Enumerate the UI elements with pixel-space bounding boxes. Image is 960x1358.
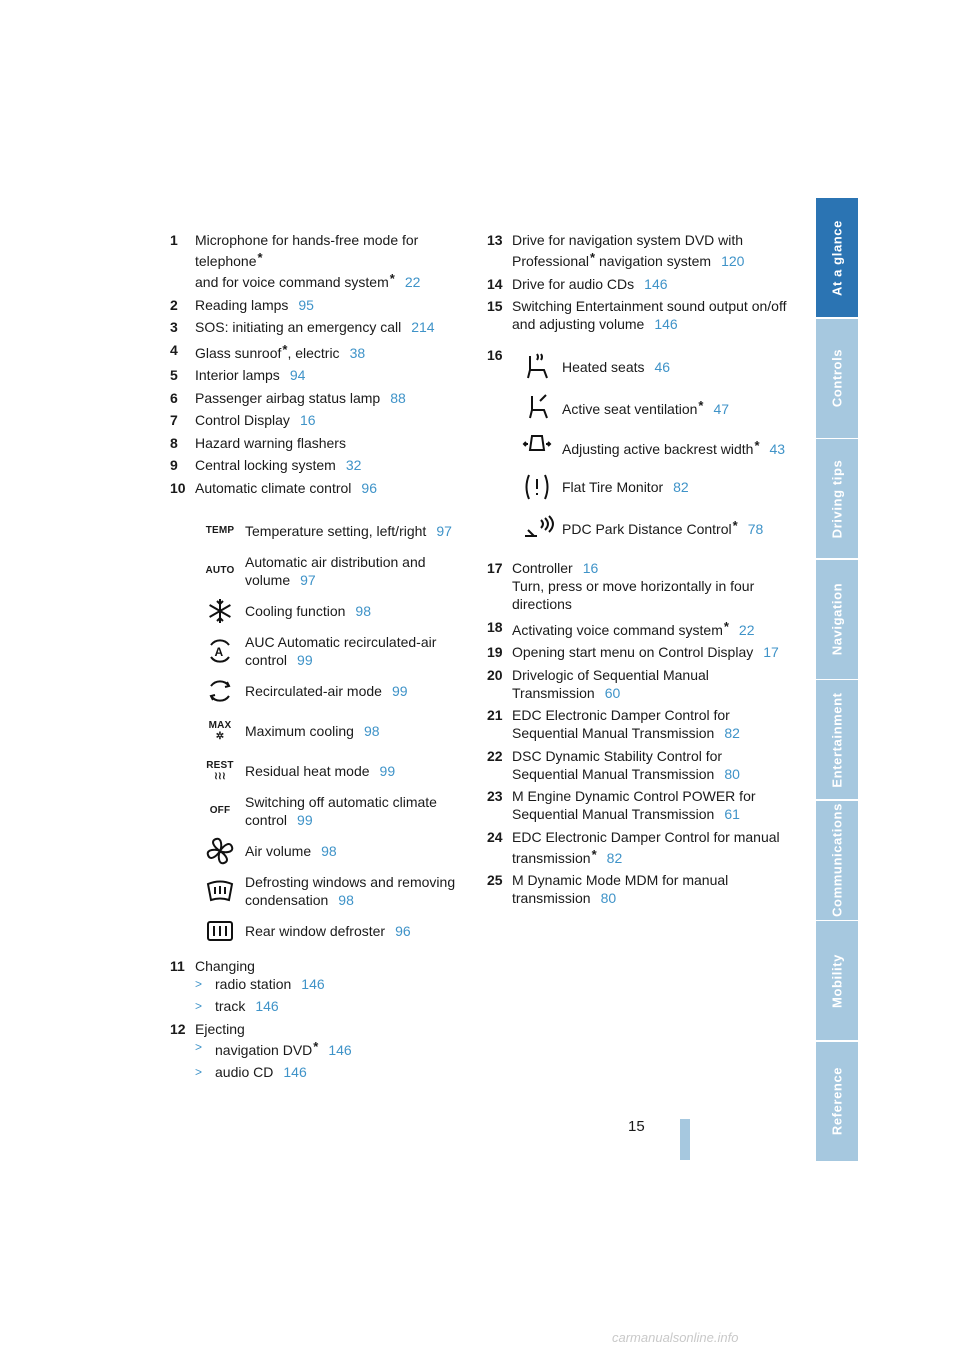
- sidebar-tab-label: Navigation: [829, 582, 845, 656]
- page-link[interactable]: 98: [363, 722, 380, 739]
- page-link[interactable]: 78: [747, 520, 764, 537]
- sidebar-tab-label: Mobility: [829, 953, 845, 1008]
- climate-control-row: [195, 791, 470, 831]
- auc-icon: [195, 634, 245, 668]
- list-item: [170, 456, 470, 474]
- asterisk-mark: *: [313, 1038, 319, 1054]
- item-number: 19: [487, 644, 503, 660]
- item-number: 14: [487, 275, 503, 292]
- page-link[interactable]: 80: [724, 765, 740, 782]
- icon-label: AUTO: [205, 565, 235, 576]
- climate-control-row: [195, 671, 470, 711]
- control-text: Flat Tire Monitor: [562, 479, 664, 495]
- item-number: 6: [170, 389, 178, 406]
- sidebar-tab-label: Controls: [829, 348, 845, 408]
- flat-tire-icon: [512, 470, 562, 504]
- item-number: 7: [170, 412, 178, 428]
- item-text: Interior lamps: [195, 367, 280, 383]
- item-text: Automatic climate control: [195, 479, 352, 496]
- page-link[interactable]: 82: [606, 849, 623, 866]
- page-link[interactable]: 146: [283, 1064, 307, 1080]
- list-item: [487, 828, 787, 867]
- item-text: Switching Entertainment sound output on/off and adjusting volume: [512, 298, 787, 332]
- item-number: 2: [170, 296, 178, 313]
- page-link[interactable]: 146: [255, 998, 279, 1014]
- asterisk-mark: *: [389, 271, 395, 286]
- list-item: [170, 231, 470, 291]
- sidebar-tab-mobility[interactable]: [816, 921, 858, 1040]
- page-link[interactable]: 97: [300, 571, 316, 588]
- item-text: and for voice command system: [195, 274, 389, 290]
- list-item: [487, 643, 787, 661]
- control-description: [245, 873, 470, 909]
- item-text: Controller: [512, 560, 573, 576]
- page-link[interactable]: 214: [411, 319, 435, 335]
- control-description: [562, 517, 787, 538]
- snowflake-icon: ✲: [215, 730, 225, 742]
- watermark: carmanualsonline.info: [612, 1330, 739, 1345]
- page-link[interactable]: 32: [345, 457, 362, 473]
- climate-control-row: [195, 591, 470, 631]
- svg-text:A: A: [214, 644, 224, 659]
- item-number: 1: [170, 232, 178, 248]
- item-number: 5: [170, 367, 178, 383]
- page-link[interactable]: 17: [763, 644, 779, 660]
- climate-control-row: [195, 911, 470, 951]
- asterisk-mark: *: [591, 846, 597, 862]
- list-item: [170, 366, 470, 384]
- climate-control-row: [195, 871, 470, 911]
- sidebar-tab-label: Communications: [829, 803, 845, 917]
- sub-text: radio station: [215, 975, 292, 992]
- sub-text: track: [215, 998, 246, 1014]
- sidebar-tab-label: Driving tips: [829, 459, 845, 538]
- page-link[interactable]: 146: [654, 316, 678, 332]
- control-text: AUC Automatic recirculated-air control: [245, 633, 437, 668]
- seat-control-row: [512, 507, 787, 547]
- page-link[interactable]: 146: [328, 1041, 352, 1058]
- list-item: [487, 297, 787, 333]
- sidebar-tab-at-a-glance[interactable]: [816, 198, 858, 317]
- control-description: [562, 478, 787, 496]
- sidebar-tab-communications[interactable]: [816, 801, 858, 920]
- seat-control-row: [512, 347, 787, 387]
- page-link[interactable]: 98: [338, 891, 354, 908]
- item-number: 18: [487, 618, 503, 635]
- page-link[interactable]: 22: [738, 621, 755, 638]
- arrow-bullet: >: [195, 1039, 203, 1054]
- list-item: [170, 296, 470, 314]
- icon-label: REST ≀≀≀: [206, 759, 234, 782]
- page-link[interactable]: 22: [404, 274, 421, 290]
- rear-defrost-icon: [195, 914, 245, 948]
- page-link[interactable]: 99: [297, 811, 313, 828]
- control-description: [562, 437, 787, 458]
- control-description: [245, 842, 470, 860]
- control-text: Active seat ventilation: [562, 400, 698, 417]
- item-text: EDC Electronic Damper Control for manual transmission: [512, 828, 780, 866]
- item-number: 13: [487, 232, 503, 248]
- item-text: Drive for navigation system DVD with Professional: [512, 232, 744, 269]
- list-item: [487, 275, 787, 293]
- item-number: 20: [487, 666, 503, 683]
- asterisk-mark: *: [590, 250, 596, 265]
- heated-seat-icon: [512, 350, 562, 384]
- control-text: Recirculated-air mode: [245, 682, 382, 699]
- list-item: [487, 871, 787, 907]
- sidebar-tab-label: At a glance: [829, 219, 845, 296]
- sidebar-tab-label: Entertainment: [829, 691, 845, 788]
- seat-control-row: [512, 427, 787, 467]
- list-item: [170, 389, 470, 407]
- item-text: Control Display: [195, 412, 290, 428]
- item-number: 25: [487, 872, 503, 888]
- page-link[interactable]: 46: [654, 359, 671, 375]
- item-text: SOS: initiating an emergency call: [195, 319, 402, 335]
- item-number: 11: [170, 957, 185, 974]
- climate-control-row: [195, 831, 470, 871]
- item-text: DSC Dynamic Stability Control for Sequential Manual Transmission: [512, 747, 723, 782]
- sub-item: [170, 1038, 470, 1059]
- heat-waves-icon: ≀≀≀: [214, 770, 226, 782]
- off-button-icon: [195, 805, 245, 816]
- item-number: 17: [487, 560, 503, 576]
- control-description: [245, 522, 470, 540]
- asterisk-mark: *: [723, 618, 729, 634]
- page-link[interactable]: 120: [721, 253, 745, 269]
- control-text: Heated seats: [562, 359, 645, 375]
- item-text: Changing: [195, 957, 255, 974]
- seat-control-row: [512, 387, 787, 427]
- icon-label: TEMP: [205, 525, 235, 536]
- list-item: [487, 559, 787, 613]
- control-description: [245, 722, 470, 740]
- climate-control-row: [195, 551, 470, 591]
- control-text: Residual heat mode: [245, 762, 370, 779]
- list-item: [487, 706, 787, 742]
- climate-control-row: [195, 711, 470, 751]
- seat-control-row: [512, 467, 787, 507]
- sub-text: audio CD: [215, 1064, 274, 1080]
- list-item: [170, 479, 470, 497]
- control-description: [562, 397, 787, 418]
- control-text: Defrosting windows and removing condensation: [245, 873, 456, 908]
- arrow-bullet: >: [195, 976, 203, 991]
- item-text: Reading lamps: [195, 296, 289, 313]
- item-text: Turn, press or move horizontally in four directions: [512, 578, 755, 612]
- control-description: [245, 553, 470, 589]
- auto-button-icon: [195, 565, 245, 576]
- page-link[interactable]: 97: [436, 522, 452, 539]
- page-link[interactable]: 60: [604, 684, 621, 701]
- arrow-bullet: >: [195, 1065, 203, 1079]
- asterisk-mark: *: [257, 250, 263, 265]
- list-item: [170, 434, 470, 452]
- max-button-icon: [195, 720, 245, 742]
- item-text: Hazard warning flashers: [195, 434, 346, 451]
- recirculate-icon: [195, 674, 245, 708]
- item-number: 10: [170, 479, 186, 496]
- item-number: 22: [487, 747, 503, 764]
- item-number: 3: [170, 319, 178, 335]
- icon-label: OFF: [209, 805, 231, 816]
- control-text: Cooling function: [245, 602, 346, 619]
- climate-controls-table: [195, 511, 470, 951]
- snowflake-icon: [195, 594, 245, 628]
- control-description: [562, 358, 787, 376]
- item-text: Opening start menu on Control Display: [512, 644, 754, 660]
- item-number: 24: [487, 828, 503, 845]
- page-link[interactable]: 94: [289, 367, 306, 383]
- temp-button-icon: [195, 525, 245, 536]
- item-number: 8: [170, 434, 178, 451]
- page-link[interactable]: 95: [298, 296, 314, 313]
- windshield-defrost-icon: [195, 874, 245, 908]
- page-link[interactable]: 80: [600, 890, 617, 906]
- control-description: [245, 793, 470, 829]
- climate-control-row: [195, 751, 470, 791]
- item-text: EDC Electronic Damper Control for Sequential Manual Transmission: [512, 707, 730, 741]
- item-number: 16: [487, 347, 503, 363]
- fan-icon: [195, 834, 245, 868]
- item-number: 12: [170, 1020, 186, 1037]
- page-link[interactable]: 96: [395, 922, 411, 939]
- item-number: 21: [487, 707, 503, 723]
- page-marker-bar: [680, 1119, 690, 1160]
- page-link[interactable]: 38: [349, 344, 366, 361]
- item-text: Drive for audio CDs: [512, 275, 635, 292]
- control-text: Adjusting active backrest width: [562, 440, 754, 457]
- control-text: Switching off automatic climate control: [245, 793, 437, 828]
- control-description: [245, 682, 470, 700]
- sub-item: [170, 1063, 470, 1081]
- arrow-bullet: >: [195, 999, 203, 1013]
- sub-text: navigation DVD: [215, 1041, 313, 1058]
- page-link[interactable]: 99: [379, 762, 396, 779]
- list-item: [170, 411, 470, 429]
- item-text: Drivelogic of Sequential Manual Transmission: [512, 666, 709, 701]
- item-number: 15: [487, 298, 503, 314]
- list-item: [170, 1020, 470, 1038]
- control-text: Maximum cooling: [245, 722, 354, 739]
- sidebar-tab-entertainment[interactable]: [816, 680, 858, 799]
- control-text: Air volume: [245, 842, 312, 859]
- right-column: [487, 231, 787, 912]
- backrest-width-icon: [512, 430, 562, 464]
- list-item: [487, 231, 787, 270]
- item-text: Ejecting: [195, 1020, 245, 1037]
- control-text: Temperature setting, left/right: [245, 522, 427, 539]
- seat-ventilation-icon: [512, 390, 562, 424]
- control-description: [245, 762, 470, 780]
- asterisk-mark: *: [282, 341, 288, 357]
- page-link[interactable]: 98: [355, 602, 371, 619]
- control-text: PDC Park Distance Control: [562, 520, 732, 537]
- item-number: 4: [170, 341, 178, 358]
- page-link[interactable]: 16: [299, 412, 316, 428]
- page-number: 15: [628, 1118, 645, 1135]
- sidebar-tab-reference[interactable]: [816, 1042, 858, 1161]
- list-item: [170, 957, 470, 975]
- icon-label: MAX ✲: [208, 719, 232, 742]
- page-link[interactable]: 96: [361, 479, 377, 496]
- page-link[interactable]: 47: [713, 400, 730, 417]
- item-text: , electric: [287, 344, 340, 361]
- page-link[interactable]: 43: [769, 440, 786, 457]
- page-link[interactable]: 99: [297, 651, 313, 668]
- sub-item: [170, 975, 470, 993]
- item-text: Activating voice command system: [512, 621, 723, 638]
- control-description: [245, 922, 470, 940]
- list-item: [487, 618, 787, 639]
- climate-control-row: [195, 631, 470, 671]
- page-link[interactable]: 88: [390, 389, 406, 406]
- page-link[interactable]: 146: [301, 975, 325, 992]
- sidebar-tab-navigation[interactable]: [816, 560, 858, 679]
- asterisk-mark: *: [732, 517, 738, 533]
- item-text: Microphone for hands-free mode for telephone: [195, 232, 419, 269]
- list-item: [487, 666, 787, 702]
- page-link[interactable]: 16: [582, 560, 599, 576]
- page-link[interactable]: 146: [644, 275, 668, 292]
- control-text: Automatic air distribution and volume: [245, 553, 426, 588]
- item-number: 9: [170, 457, 178, 473]
- asterisk-mark: *: [698, 397, 704, 413]
- asterisk-mark: *: [754, 437, 760, 453]
- control-description: [245, 602, 470, 620]
- item-number: 23: [487, 788, 503, 804]
- sidebar-tab-label: Reference: [829, 1066, 845, 1136]
- list-item: [487, 747, 787, 783]
- seat-controls-table: [487, 347, 787, 547]
- climate-control-row: [195, 511, 470, 551]
- left-column: [170, 231, 470, 1086]
- list-item: [487, 787, 787, 823]
- item-text: Glass sunroof: [195, 344, 282, 361]
- item-text: M Engine Dynamic Control POWER for Sequential Manual Transmission: [512, 788, 756, 822]
- page-link[interactable]: 98: [321, 842, 337, 859]
- item-text: M Dynamic Mode MDM for manual transmission: [512, 872, 729, 906]
- item-text: navigation system: [595, 253, 712, 269]
- item-text: Central locking system: [195, 457, 336, 473]
- item-text: Passenger airbag status lamp: [195, 389, 381, 406]
- list-item: [170, 341, 470, 362]
- chapter-sidebar: [816, 198, 858, 1160]
- control-description: [245, 633, 470, 669]
- page-link[interactable]: 82: [724, 725, 740, 741]
- page-link[interactable]: 99: [391, 682, 408, 699]
- pdc-icon: [512, 510, 562, 544]
- page-link[interactable]: 61: [724, 806, 740, 822]
- rest-button-icon: [195, 760, 245, 782]
- sidebar-tab-controls[interactable]: [816, 319, 858, 438]
- control-text: Rear window defroster: [245, 922, 386, 939]
- sub-item: [170, 997, 470, 1015]
- list-item: [170, 318, 470, 336]
- page-link[interactable]: 82: [673, 479, 689, 495]
- sidebar-tab-driving-tips[interactable]: [816, 439, 858, 558]
